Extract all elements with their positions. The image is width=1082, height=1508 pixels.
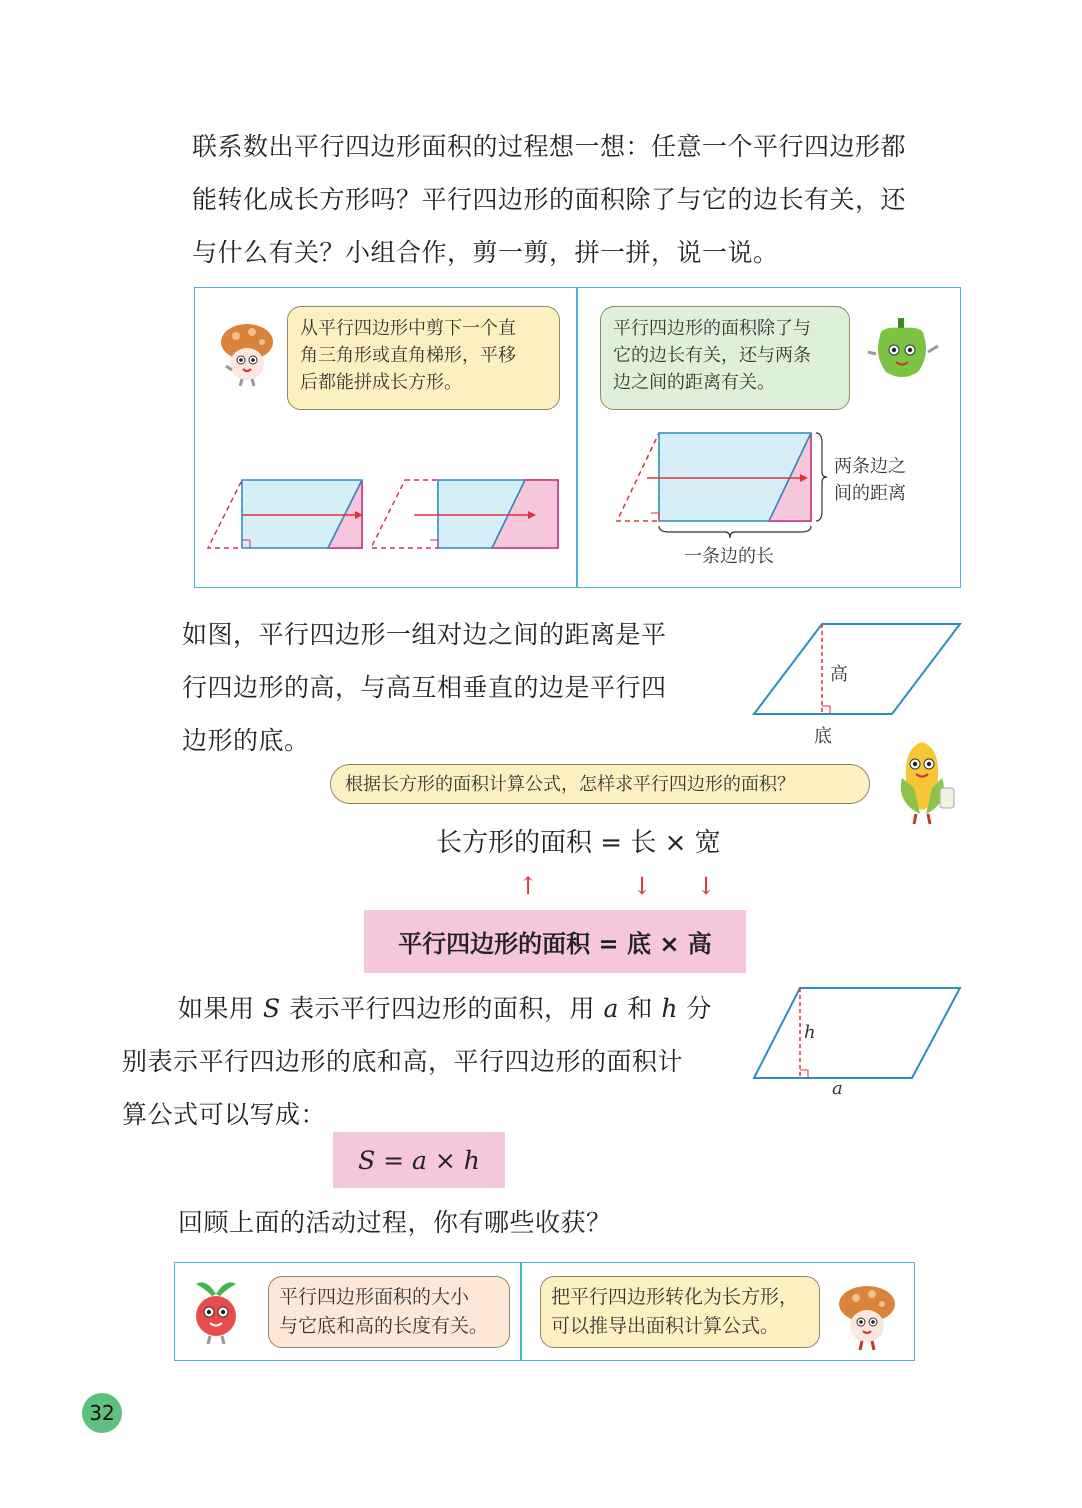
page-number: 32 bbox=[82, 1393, 122, 1433]
parallelogram-ha-diagram bbox=[752, 984, 964, 1084]
arrow-down-1: ↓ bbox=[632, 872, 653, 900]
intro-paragraph bbox=[192, 120, 972, 279]
arrow-up-1: ↑ bbox=[518, 872, 539, 900]
rectangle-area-formula: 长方形的面积 = 长 × 宽 bbox=[436, 828, 721, 858]
intro-line-3: 与什么有关？小组合作，剪一剪，拼一拼，说一说。 bbox=[192, 238, 779, 267]
h-label: h bbox=[804, 1022, 816, 1043]
symbol-paragraph: 如果用 S 表示平行四边形的面积，用 a 和 h 分 别表示平行四边形的底和高，平行四边形的面积计 算公式可以写成： bbox=[122, 994, 712, 1129]
parallelogram-area-formula: 平行四边形的面积 = 底 × 高 bbox=[364, 910, 746, 973]
height-definition-paragraph: 如图，平行四边形一组对边之间的距离是平 行四边形的高，与高互相垂直的边是平行四 边形的底。 bbox=[182, 620, 667, 755]
arrow-down-2: ↓ bbox=[696, 872, 717, 900]
intro-line-1: 联系数出平行四边形面积的过程想一想：任意一个平行四边形都 bbox=[192, 132, 907, 161]
right-speech-bubble: 平行四边形的面积除了与 它的边长有关，还与两条 边之间的距离有关。 bbox=[600, 306, 850, 410]
mushroom-character-icon bbox=[218, 322, 276, 388]
distance-label: 两条边之 间的距离 bbox=[834, 456, 906, 504]
side-length-label: 一条边的长 bbox=[684, 546, 774, 567]
symbol-area-formula: S = a × h bbox=[333, 1132, 505, 1188]
height-label: 高 bbox=[830, 664, 848, 685]
review-question: 回顾上面的活动过程，你有哪些收获？ bbox=[178, 1208, 612, 1237]
symbol-h: h bbox=[661, 994, 678, 1023]
mushroom-character-summary-icon bbox=[836, 1284, 898, 1352]
question-speech-bubble: 根据长方形的面积计算公式，怎样求平行四边形的面积？ bbox=[330, 764, 870, 804]
summary-left-bubble: 平行四边形面积的大小 与它底和高的长度有关。 bbox=[268, 1276, 510, 1348]
summary-right-bubble: 把平行四边形转化为长方形， 可以推导出面积计算公式。 bbox=[540, 1276, 820, 1348]
activity-divider bbox=[576, 287, 578, 587]
intro-line-2: 能转化成长方形吗？平行四边形的面积除了与它的边长有关，还 bbox=[192, 185, 907, 214]
parallelogram-height-diagram bbox=[752, 620, 964, 720]
symbol-a: a bbox=[603, 994, 619, 1023]
cut-trapezoid-diagram bbox=[368, 475, 568, 555]
symbol-s: S bbox=[262, 994, 281, 1023]
base-label: 底 bbox=[814, 726, 832, 747]
summary-divider bbox=[520, 1262, 522, 1360]
a-label: a bbox=[832, 1078, 843, 1099]
parallelogram-to-rectangle-diagram bbox=[612, 428, 832, 558]
cut-triangle-diagram bbox=[205, 475, 375, 555]
corn-character-icon bbox=[892, 738, 962, 828]
radish-character-icon bbox=[188, 1276, 244, 1346]
left-speech-bubble: 从平行四边形中剪下一个直 角三角形或直角梯形，平移 后都能拼成长方形。 bbox=[287, 306, 560, 410]
pepper-character-icon bbox=[860, 316, 944, 386]
